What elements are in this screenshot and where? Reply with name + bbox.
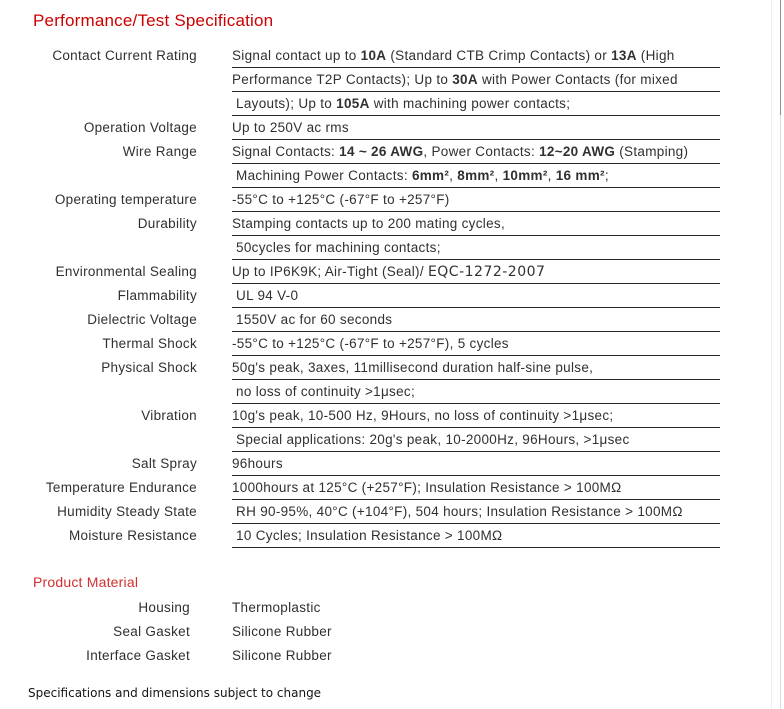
footer-note: Specifications and dimensions subject to change: [28, 686, 322, 700]
spec-value-line: [232, 68, 720, 92]
spec-row: [0, 452, 720, 476]
spec-row-values: [232, 452, 720, 476]
value-segment: Layouts); Up to: [232, 96, 337, 111]
page-edge-line: [780, 115, 781, 709]
spec-row: [0, 212, 720, 260]
spec-value-line: [232, 524, 720, 548]
spec-row-values: [232, 356, 720, 404]
spec-row: [0, 356, 720, 404]
value-segment: RH 90-95%, 40°C (+104°F), 504 hours; Insulation Resistance > 100MΩ: [232, 504, 683, 519]
spec-value-line: [232, 308, 720, 332]
spec-value-line: [232, 284, 720, 308]
spec-value-line: [232, 140, 720, 164]
value-segment: 12~20 AWG: [539, 144, 616, 159]
value-segment: (High: [636, 48, 675, 63]
value-segment: with machining power contacts;: [369, 96, 571, 111]
spec-row-values: [232, 212, 720, 260]
product-material-title: Product Material: [33, 574, 139, 590]
value-segment: Signal Contacts:: [232, 144, 340, 159]
value-segment: (Standard CTB Crimp Contacts) or: [386, 48, 612, 63]
spec-row-values: [232, 44, 720, 116]
spec-row-values: [232, 188, 720, 212]
value-segment: 14 ~ 26 AWG: [339, 144, 424, 159]
value-segment: Signal contact up to: [232, 48, 361, 63]
value-segment: 6mm²: [411, 168, 450, 183]
value-segment: Stamping contacts up to 200 mating cycles,: [232, 216, 505, 231]
value-segment: EQC-1272-2007: [427, 264, 546, 280]
value-segment: , Power Contacts:: [423, 144, 540, 159]
material-row: [0, 644, 332, 668]
spec-row-values: [232, 116, 720, 140]
spec-row-label: Moisture Resistance: [69, 528, 197, 543]
spec-row-values: [232, 140, 720, 188]
material-row-value: Silicone Rubber: [232, 648, 332, 663]
spec-value-line: [232, 332, 720, 356]
value-segment: with Power Contacts (for mixed: [477, 72, 678, 87]
spec-value-line: [232, 188, 720, 212]
spec-row: [0, 476, 720, 500]
spec-row: [0, 500, 720, 524]
value-segment: 1000hours at 125°C (+257°F); Insulation Resistance > 100MΩ: [232, 480, 622, 495]
material-row-label: Seal Gasket: [113, 624, 190, 639]
spec-table: [0, 44, 720, 548]
value-segment: Up to 250V ac rms: [232, 120, 349, 135]
performance-section-title: Performance/Test Specification: [33, 11, 274, 30]
value-segment: 105A: [336, 96, 370, 111]
spec-value-line: [232, 356, 720, 380]
value-segment: 50cycles for machining contacts;: [232, 240, 441, 255]
value-segment: Up to IP6K9K; Air-Tight (Seal)/: [232, 264, 428, 279]
value-segment: ;: [604, 168, 609, 183]
value-segment: no loss of continuity >1μsec;: [232, 384, 415, 399]
spec-row-label: Salt Spray: [131, 456, 197, 471]
spec-row: [0, 116, 720, 140]
spec-row-values: [232, 404, 720, 452]
spec-value-line: [232, 452, 720, 476]
spec-value-line: [232, 116, 720, 140]
value-segment: 1550V ac for 60 seconds: [232, 312, 393, 327]
value-segment: ,: [494, 168, 503, 183]
material-row: [0, 620, 332, 644]
spec-row-label: Thermal Shock: [102, 336, 197, 351]
material-row-value: Thermoplastic: [232, 600, 321, 615]
spec-row: [0, 524, 720, 548]
spec-row-label: Operating temperature: [54, 192, 197, 207]
spec-row: [0, 260, 720, 284]
value-segment: 30A: [452, 72, 478, 87]
value-segment: Special applications: 20g's peak, 10-2000Hz, 96Hours, >1μsec: [232, 432, 630, 447]
value-segment: UL 94 V-0: [232, 288, 299, 303]
spec-value-line: [232, 44, 720, 68]
value-segment: 8mm²: [457, 168, 495, 183]
spec-row-label: Durability: [137, 216, 197, 231]
spec-row-label: Environmental Sealing: [55, 264, 197, 279]
spec-row-label: Flammability: [117, 288, 197, 303]
spec-row-values: [232, 260, 720, 284]
spec-row-values: [232, 308, 720, 332]
spec-row-label: Dielectric Voltage: [87, 312, 197, 327]
spec-row-values: [232, 500, 720, 524]
value-segment: Performance T2P Contacts); Up to: [232, 72, 453, 87]
value-segment: 16 mm²: [555, 168, 605, 183]
spec-row-label: Temperature Endurance: [45, 480, 197, 495]
value-segment: 96hours: [232, 456, 283, 471]
spec-row: [0, 284, 720, 308]
spec-row-label: Humidity Steady State: [57, 504, 197, 519]
page-edge-line-top: [780, 0, 781, 115]
spec-row-label: Vibration: [141, 408, 197, 423]
value-segment: 10g's peak, 10-500 Hz, 9Hours, no loss of continuity >1μsec;: [232, 408, 614, 423]
spec-row: [0, 308, 720, 332]
spec-row-label: Contact Current Rating: [52, 48, 197, 63]
value-segment: Machining Power Contacts:: [232, 168, 412, 183]
value-segment: 10 Cycles; Insulation Resistance > 100MΩ: [232, 528, 503, 543]
spec-row-values: [232, 284, 720, 308]
value-segment: (Stamping): [615, 144, 689, 159]
spec-value-line: [232, 92, 720, 116]
value-segment: 10mm²: [502, 168, 548, 183]
spec-value-line: [232, 164, 720, 188]
value-segment: 10A: [360, 48, 387, 63]
value-segment: ,: [449, 168, 458, 183]
spec-row-values: [232, 476, 720, 500]
value-segment: 13A: [611, 48, 637, 63]
spec-row: [0, 404, 720, 452]
spec-value-line: [232, 428, 720, 452]
value-segment: -55°C to +125°C (-67°F to +257°F), 5 cycles: [232, 336, 509, 351]
value-segment: ,: [547, 168, 556, 183]
material-row-label: Interface Gasket: [86, 648, 190, 663]
spec-value-line: [232, 260, 720, 284]
material-row: [0, 596, 332, 620]
spec-value-line: [232, 380, 720, 404]
value-segment: 50g's peak, 3axes, 11millisecond duration half-sine pulse,: [232, 360, 594, 375]
spec-row: [0, 332, 720, 356]
value-segment: -55°C to +125°C (-67°F to +257°F): [232, 192, 450, 207]
spec-row-values: [232, 524, 720, 548]
spec-row: [0, 188, 720, 212]
spec-value-line: [232, 212, 720, 236]
spec-row: [0, 140, 720, 188]
spec-row-label: Operation Voltage: [83, 120, 197, 135]
page-edge-line-inner: [771, 0, 772, 709]
spec-row-label: Physical Shock: [101, 360, 197, 375]
spec-value-line: [232, 476, 720, 500]
material-table: [0, 596, 332, 668]
spec-value-line: [232, 500, 720, 524]
spec-value-line: [232, 236, 720, 260]
material-row-label: Housing: [138, 600, 190, 615]
spec-row-label: Wire Range: [122, 144, 197, 159]
spec-row-values: [232, 332, 720, 356]
spec-value-line: [232, 404, 720, 428]
material-row-value: Silicone Rubber: [232, 624, 332, 639]
spec-row: [0, 44, 720, 116]
